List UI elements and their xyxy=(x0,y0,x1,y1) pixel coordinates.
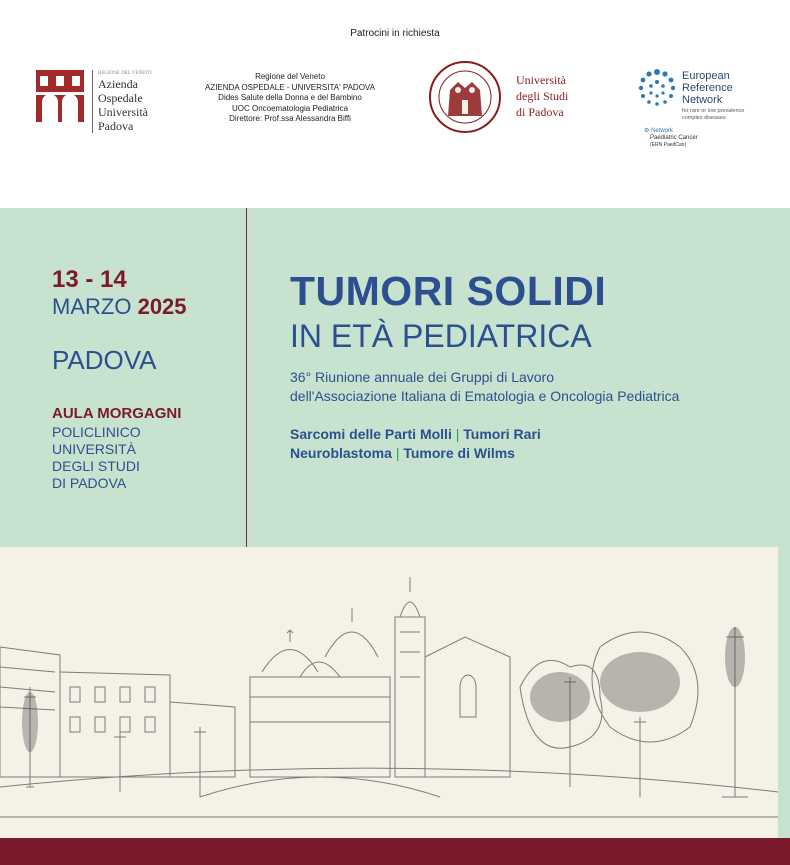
unipd-name: Università degli Studi di Padova xyxy=(516,73,569,119)
unipd-seal-icon xyxy=(428,60,502,134)
topic-item: Tumore di Wilms xyxy=(403,445,515,461)
ern-subtitle: for rare or low prevalence complex diseases xyxy=(682,108,745,121)
regione-info: Regione del Veneto AZIENDA OSPEDALE - UNIVERSITA' PADOVA Dides Salute della Donna e del Bambino UOC Oncoematologia Pediatrica Direttore: Prof.ssa Alessandra Biffi xyxy=(204,72,375,123)
topic-item: Tumori Rari xyxy=(463,426,541,442)
main-title: TUMORI SOLIDI xyxy=(290,268,607,314)
ern-network: ⚙ Network Paediatric Cancer (ERN PaedCan) xyxy=(644,128,698,148)
ern-network-dot-icon: ⚙ xyxy=(644,128,652,134)
event-year: 2025 xyxy=(137,294,187,319)
ern-title: European Reference Network xyxy=(682,70,733,106)
sketch-edge xyxy=(778,547,790,838)
footer-bar xyxy=(0,838,790,865)
topic-item: Neuroblastoma xyxy=(290,445,392,461)
topic-separator: | xyxy=(395,445,400,461)
event-dates: 13 - 14 xyxy=(52,266,127,293)
ern-logo xyxy=(638,68,778,158)
event-month-year xyxy=(52,294,187,320)
venue-address: POLICLINICO UNIVERSITÀ DEGLI STUDI DI PADOVA xyxy=(52,424,141,491)
event-city: PADOVA xyxy=(52,345,157,375)
event-month: MARZO xyxy=(52,294,132,319)
topics-list xyxy=(290,425,541,463)
padova-sketch-image xyxy=(0,547,778,838)
patrocini-label: Patrocini in richiesta xyxy=(350,28,440,39)
band-divider xyxy=(246,208,247,547)
topic-separator: | xyxy=(455,426,460,442)
venue-title: AULA MORGAGNI xyxy=(52,405,182,422)
topic-item: Sarcomi delle Parti Molli xyxy=(290,426,452,442)
aoup-name: REGIONE DEL VENETO Azienda Ospedale Università Padova xyxy=(92,70,152,133)
aoup-logo xyxy=(36,68,176,133)
ern-dots-icon xyxy=(638,68,676,108)
event-description: 36° Riunione annuale dei Gruppi di Lavoro dell'Associazione Italiana di Ematologia e Oncologia Pediatrica xyxy=(290,369,680,404)
aoup-building-icon xyxy=(36,68,84,124)
unipd-logo xyxy=(428,60,608,135)
main-subtitle: IN ETÀ PEDIATRICA xyxy=(290,318,592,354)
